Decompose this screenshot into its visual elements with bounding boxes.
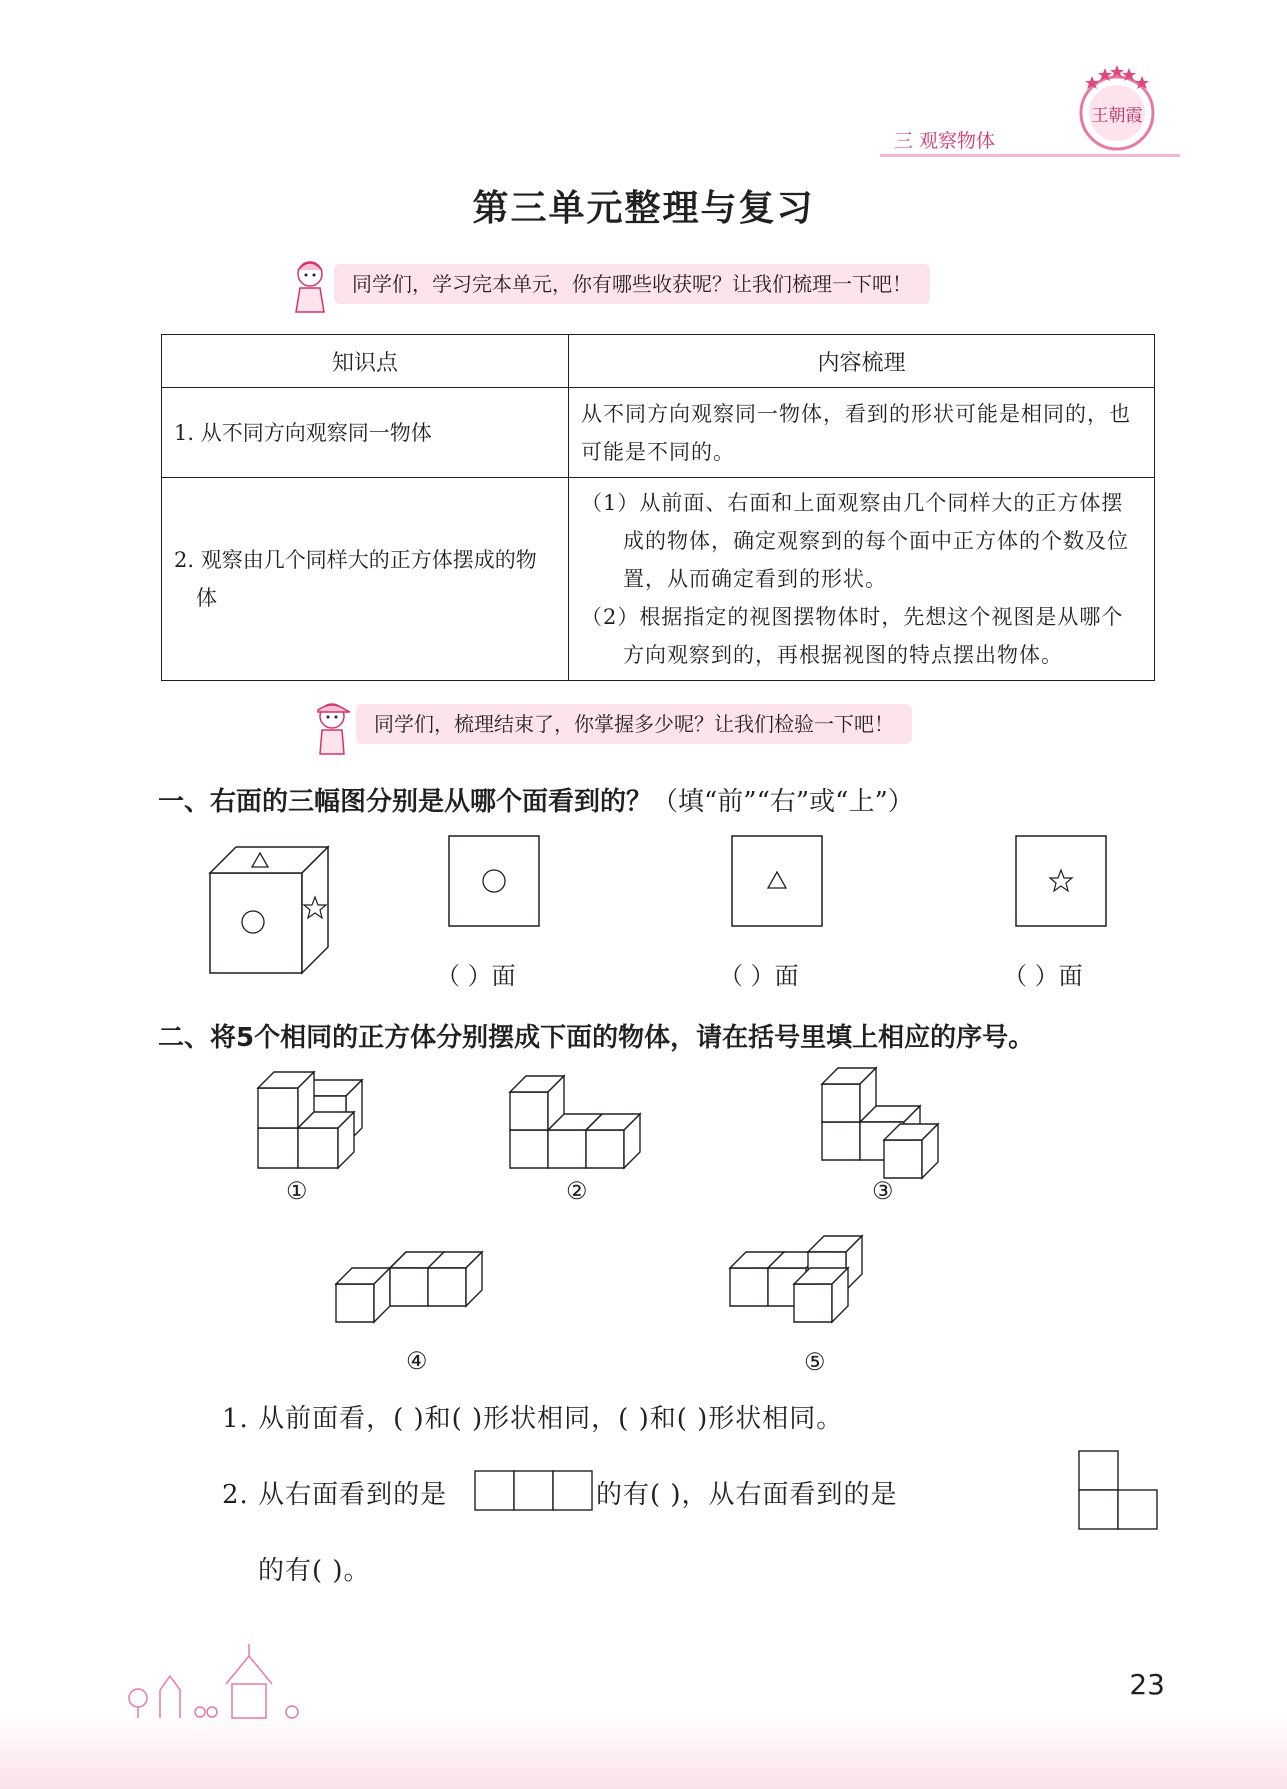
table-cell-point: 2. 观察由几个同样大的正方体摆成的物体 [162,478,569,681]
cube-stack-figure-5 [728,1232,878,1342]
castle-decoration-icon [120,1640,320,1720]
section-label: 三 观察物体 [894,130,996,152]
answer-blank-2[interactable]: （ ）面 [719,962,799,990]
figure-label-3: ③ [872,1177,894,1205]
sub-question-2-end: 的有( )。 [258,1556,371,1586]
column-header-point: 知识点 [162,335,569,388]
sub-question-2-middle: 的有( )，从右面看到的是 [596,1480,898,1510]
question-1-heading: 一、右面的三幅图分别是从哪个面看到的？ [158,787,653,817]
table-cell-content: （1）从前面、右面和上面观察由几个同样大的正方体摆成的物体，确定观察到的每个面中正方体的个数及位置，从而确定看到的形状。 [581,491,1129,591]
sub-question-1: 1. 从前面看，( )和( )形状相同，( )和( )形状相同。 [222,1404,844,1434]
figure-label-1: ① [286,1177,308,1205]
figure-label-4: ④ [406,1347,428,1375]
intro-bubble: 同学们，学习完本单元，你有哪些收获呢？让我们梳理一下吧！ [334,264,930,304]
footer-band [0,1712,1287,1789]
table-cell-point: 1. 从不同方向观察同一物体 [162,388,569,478]
boy-mascot-icon [310,698,354,760]
question-2-heading: 二、将5个相同的正方体分别摆成下面的物体，请在括号里填上相应的序号。 [158,1023,1035,1053]
three-squares-row-view [474,1470,594,1512]
figure-label-2: ② [566,1177,588,1205]
table-cell-content: 从不同方向观察同一物体，看到的形状可能是相同的，也可能是不同的。 [569,388,1155,478]
question-1 [158,781,914,818]
circle-view [448,835,540,927]
answer-blank-3[interactable]: （ ）面 [1003,962,1083,990]
table-cell-content: （2）根据指定的视图摆物体时，先想这个视图是从哪个方向观察到的，再根据视图的特点摆出物体。 [581,605,1124,667]
girl-mascot-icon [288,256,332,318]
cube-figure [208,845,338,975]
figure-label-5: ⑤ [804,1348,826,1376]
page-number: 23 [1129,1668,1165,1701]
l-shape-view [1078,1450,1160,1532]
logo-text: 王朝霞 [1091,106,1143,126]
page-title: 第三单元整理与复习 [472,187,815,229]
sub-question-2-start: 2. 从右面看到的是 [222,1480,448,1510]
cube-stack-figure-1 [256,1068,372,1170]
answer-blank-1[interactable]: （ ）面 [436,962,516,990]
brand-logo [1072,58,1162,158]
question-1-hint: （填“前”“右”或“上”） [652,787,914,817]
triangle-view [731,835,823,927]
cube-stack-figure-4 [334,1240,496,1336]
check-bubble: 同学们，梳理结束了，你掌握多少呢？让我们检验一下吧！ [356,704,912,744]
knowledge-table [161,334,1155,681]
cube-stack-figure-2 [508,1070,656,1172]
question-2 [158,1017,1034,1054]
star-view [1015,835,1107,927]
column-header-content: 内容梳理 [569,335,1155,388]
cube-stack-figure-3 [820,1066,956,1180]
